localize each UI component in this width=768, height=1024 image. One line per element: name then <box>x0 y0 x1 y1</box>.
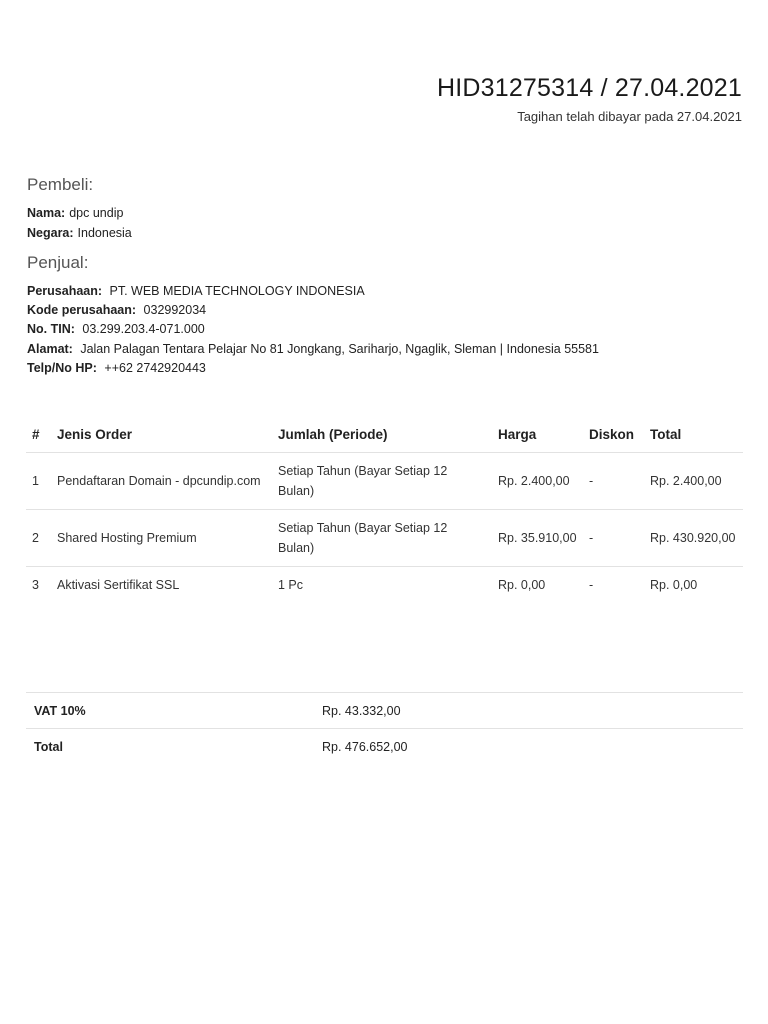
seller-company-line <box>27 284 365 298</box>
order-table-header <box>26 416 743 453</box>
order-quantity: Setiap Tahun (Bayar Setiap 12 Bulan) <box>272 510 492 567</box>
order-total: Rp. 0,00 <box>650 578 698 592</box>
vat-value: Rp. 43.332,00 <box>314 693 743 729</box>
invoice-title: HID31275314 / 27.04.2021 <box>436 74 742 102</box>
buyer-name-value: dpc undip <box>69 206 124 220</box>
table-row <box>26 567 743 604</box>
grand-total-value: Rp. 476.652,00 <box>322 739 408 754</box>
buyer-name-label: Nama: <box>27 206 66 220</box>
seller-code-label: Kode perusahaan: <box>27 303 137 317</box>
seller-code-value: 032992034 <box>143 303 207 317</box>
buyer-country-value: Indonesia <box>77 226 132 240</box>
column-header-quantity: Jumlah (Periode) <box>272 416 492 453</box>
order-discount: - <box>589 578 594 592</box>
seller-address-value: Jalan Palagan Tentara Pelajar No 81 Jongkang, Sariharjo, Ngaglik, Sleman | Indonesia 55581 <box>80 342 599 356</box>
seller-address-label: Alamat: <box>27 342 73 356</box>
order-quantity: Setiap Tahun (Bayar Setiap 12 Bulan) <box>272 453 492 510</box>
order-discount: - <box>583 510 644 567</box>
order-table <box>26 416 743 603</box>
buyer-heading: Pembeli: <box>27 175 94 194</box>
row-number: 3 <box>32 578 39 592</box>
seller-tin-label: No. TIN: <box>27 322 75 336</box>
totals-table <box>26 692 743 764</box>
grand-total-row <box>26 729 743 765</box>
row-number: 1 <box>26 453 51 510</box>
order-type: Shared Hosting Premium <box>51 510 272 567</box>
row-number: 2 <box>26 510 51 567</box>
order-total: Rp. 2.400,00 <box>644 453 743 510</box>
vat-label: VAT 10% <box>26 693 314 729</box>
seller-phone-value: ++62 2742920443 <box>104 361 206 375</box>
column-header-total: Total <box>644 416 743 453</box>
order-type: Pendaftaran Domain - dpcundip.com <box>51 453 272 510</box>
order-discount: - <box>583 453 644 510</box>
buyer-country-label: Negara: <box>27 226 74 240</box>
table-row <box>26 510 743 567</box>
column-header-order-type: Jenis Order <box>51 416 272 453</box>
table-row <box>26 453 743 510</box>
seller-code-line <box>27 303 206 317</box>
vat-row <box>26 693 743 729</box>
seller-tin-value: 03.299.203.4-071.000 <box>82 322 205 336</box>
grand-total-label: Total <box>34 739 63 754</box>
order-type: Aktivasi Sertifikat SSL <box>57 578 180 592</box>
order-total: Rp. 430.920,00 <box>644 510 743 567</box>
order-price: Rp. 35.910,00 <box>492 510 583 567</box>
seller-address-line <box>27 342 599 356</box>
seller-tin-line <box>27 322 205 336</box>
order-quantity: 1 Pc <box>278 578 304 592</box>
seller-phone-label: Telp/No HP: <box>27 361 97 375</box>
order-price: Rp. 0,00 <box>498 578 546 592</box>
seller-company-label: Perusahaan: <box>27 284 103 298</box>
seller-phone-line <box>27 361 206 375</box>
seller-company-value: PT. WEB MEDIA TECHNOLOGY INDONESIA <box>109 284 365 298</box>
buyer-country-line <box>27 226 132 240</box>
order-price: Rp. 2.400,00 <box>492 453 583 510</box>
buyer-name-line <box>27 206 123 220</box>
seller-heading: Penjual: <box>27 253 89 272</box>
column-header-number: # <box>26 416 51 453</box>
payment-status-note: Tagihan telah dibayar pada 27.04.2021 <box>517 109 742 124</box>
column-header-price: Harga <box>492 416 583 453</box>
column-header-discount: Diskon <box>583 416 644 453</box>
